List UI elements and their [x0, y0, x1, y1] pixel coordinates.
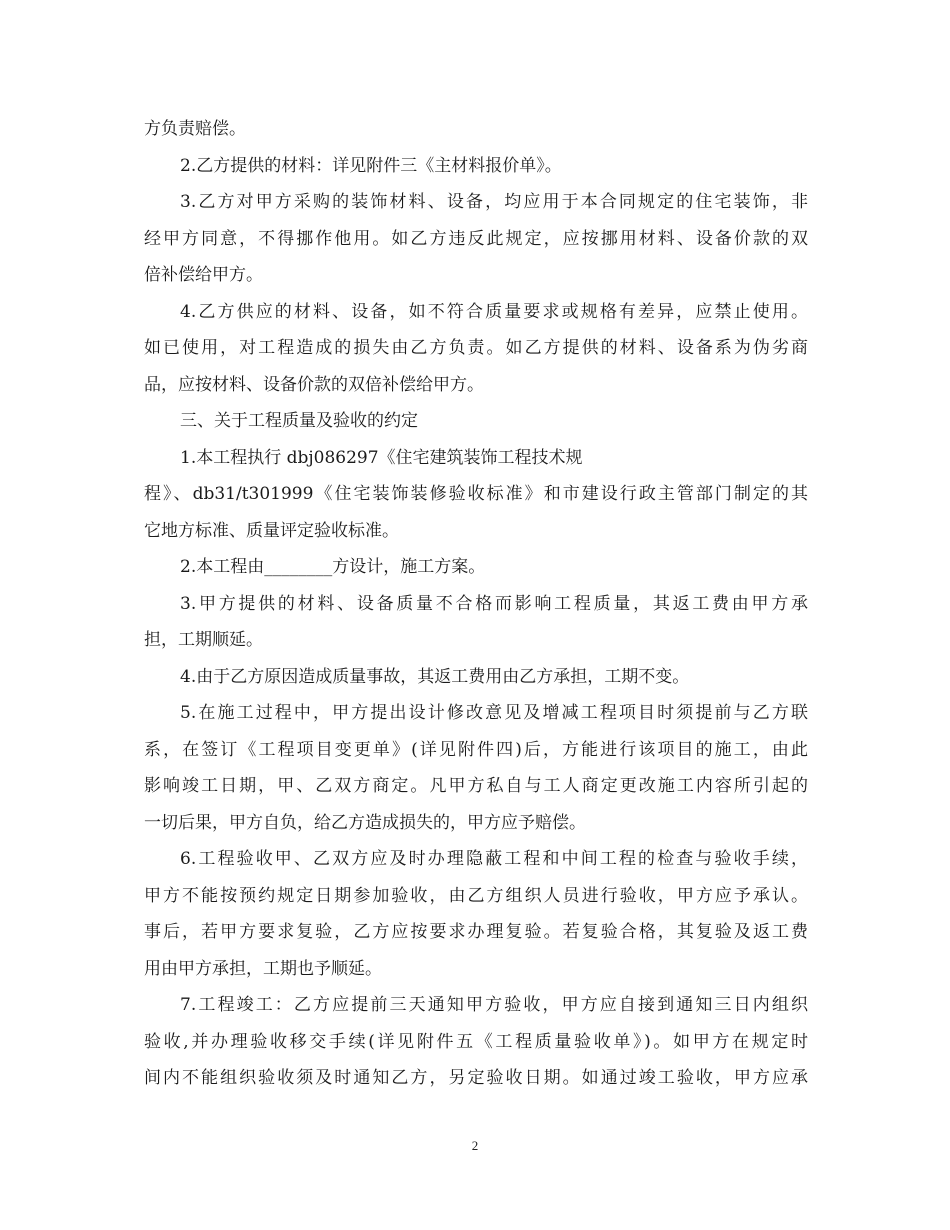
text-line: 2.本工程由________方设计，施工方案。	[180, 557, 486, 577]
text-line: 6.工程验收甲、乙双方应及时办理隐蔽工程和中间工程的检查与验收手续，	[180, 849, 808, 869]
text-line: 事后，若甲方要求复验，乙方应按要求办理复验。若复验合格，其复验及返工费	[144, 922, 808, 942]
text-line: 影响竣工日期，甲、乙双方商定。凡甲方私自与工人商定更改施工内容所引起的	[144, 776, 808, 796]
text-line: 品，应按材料、设备价款的双倍补偿给甲方。	[144, 374, 484, 395]
text-line: 甲方不能按预约规定日期参加验收，由乙方组织人员进行验收，甲方应予承认。	[144, 885, 808, 906]
text-line: 7.工程竣工：乙方应提前三天通知甲方验收，甲方应自接到通知三日内组织	[180, 995, 808, 1015]
text-line: 用由甲方承担，工期也予顺延。	[144, 958, 382, 979]
text-line: 三、关于工程质量及验收的约定	[180, 411, 418, 431]
text-line: 一切后果，甲方自负，给乙方造成损失的，甲方应予赔偿。	[144, 812, 586, 833]
text-line: 2.乙方提供的材料：详见附件三《主材料报价单》。	[180, 155, 562, 176]
text-line: 倍补偿给甲方。	[144, 265, 263, 285]
text-line: 经甲方同意，不得挪作他用。如乙方违反此规定，应按挪用材料、设备价款的双	[144, 228, 808, 249]
text-line: 它地方标准、质量评定验收标准。	[144, 520, 399, 541]
text-line: 4.由于乙方原因造成质量事故，其返工费用由乙方承担，工期不变。	[180, 666, 690, 687]
text-line: 4.乙方供应的材料、设备，如不符合质量要求或规格有差异，应禁止使用。	[180, 301, 808, 322]
text-line: 3.乙方对甲方采购的装饰材料、设备，均应用于本合同规定的住宅装饰，非	[180, 192, 808, 212]
text-line: 担，工期顺延。	[144, 630, 263, 650]
page-number: 2	[471, 1138, 479, 1153]
text-line: 1.本工程执行 dbj086297《住宅建筑装饰工程技术规	[180, 447, 583, 468]
text-line: 验收,并办理验收移交手续(详见附件五《工程质量验收单》)。如甲方在规定时	[144, 1031, 808, 1052]
text-line: 系，在签订《工程项目变更单》(详见附件四)后，方能进行该项目的施工，由此	[144, 739, 808, 760]
document-body	[144, 111, 808, 1097]
text-line: 方负责赔偿。	[144, 119, 246, 139]
text-line: 3.甲方提供的材料、设备质量不合格而影响工程质量，其返工费由甲方承	[180, 593, 808, 614]
text-line: 程》、db31/t301999《住宅装饰装修验收标准》和市建设行政主管部门制定的其	[144, 484, 808, 504]
text-line: 间内不能组织验收须及时通知乙方，另定验收日期。如通过竣工验收，甲方应承	[144, 1068, 808, 1088]
text-line: 如已使用，对工程造成的损失由乙方负责。如乙方提供的材料、设备系为伪劣商	[144, 338, 808, 358]
text-line: 5.在施工过程中，甲方提出设计修改意见及增减工程项目时须提前与乙方联	[180, 703, 808, 723]
